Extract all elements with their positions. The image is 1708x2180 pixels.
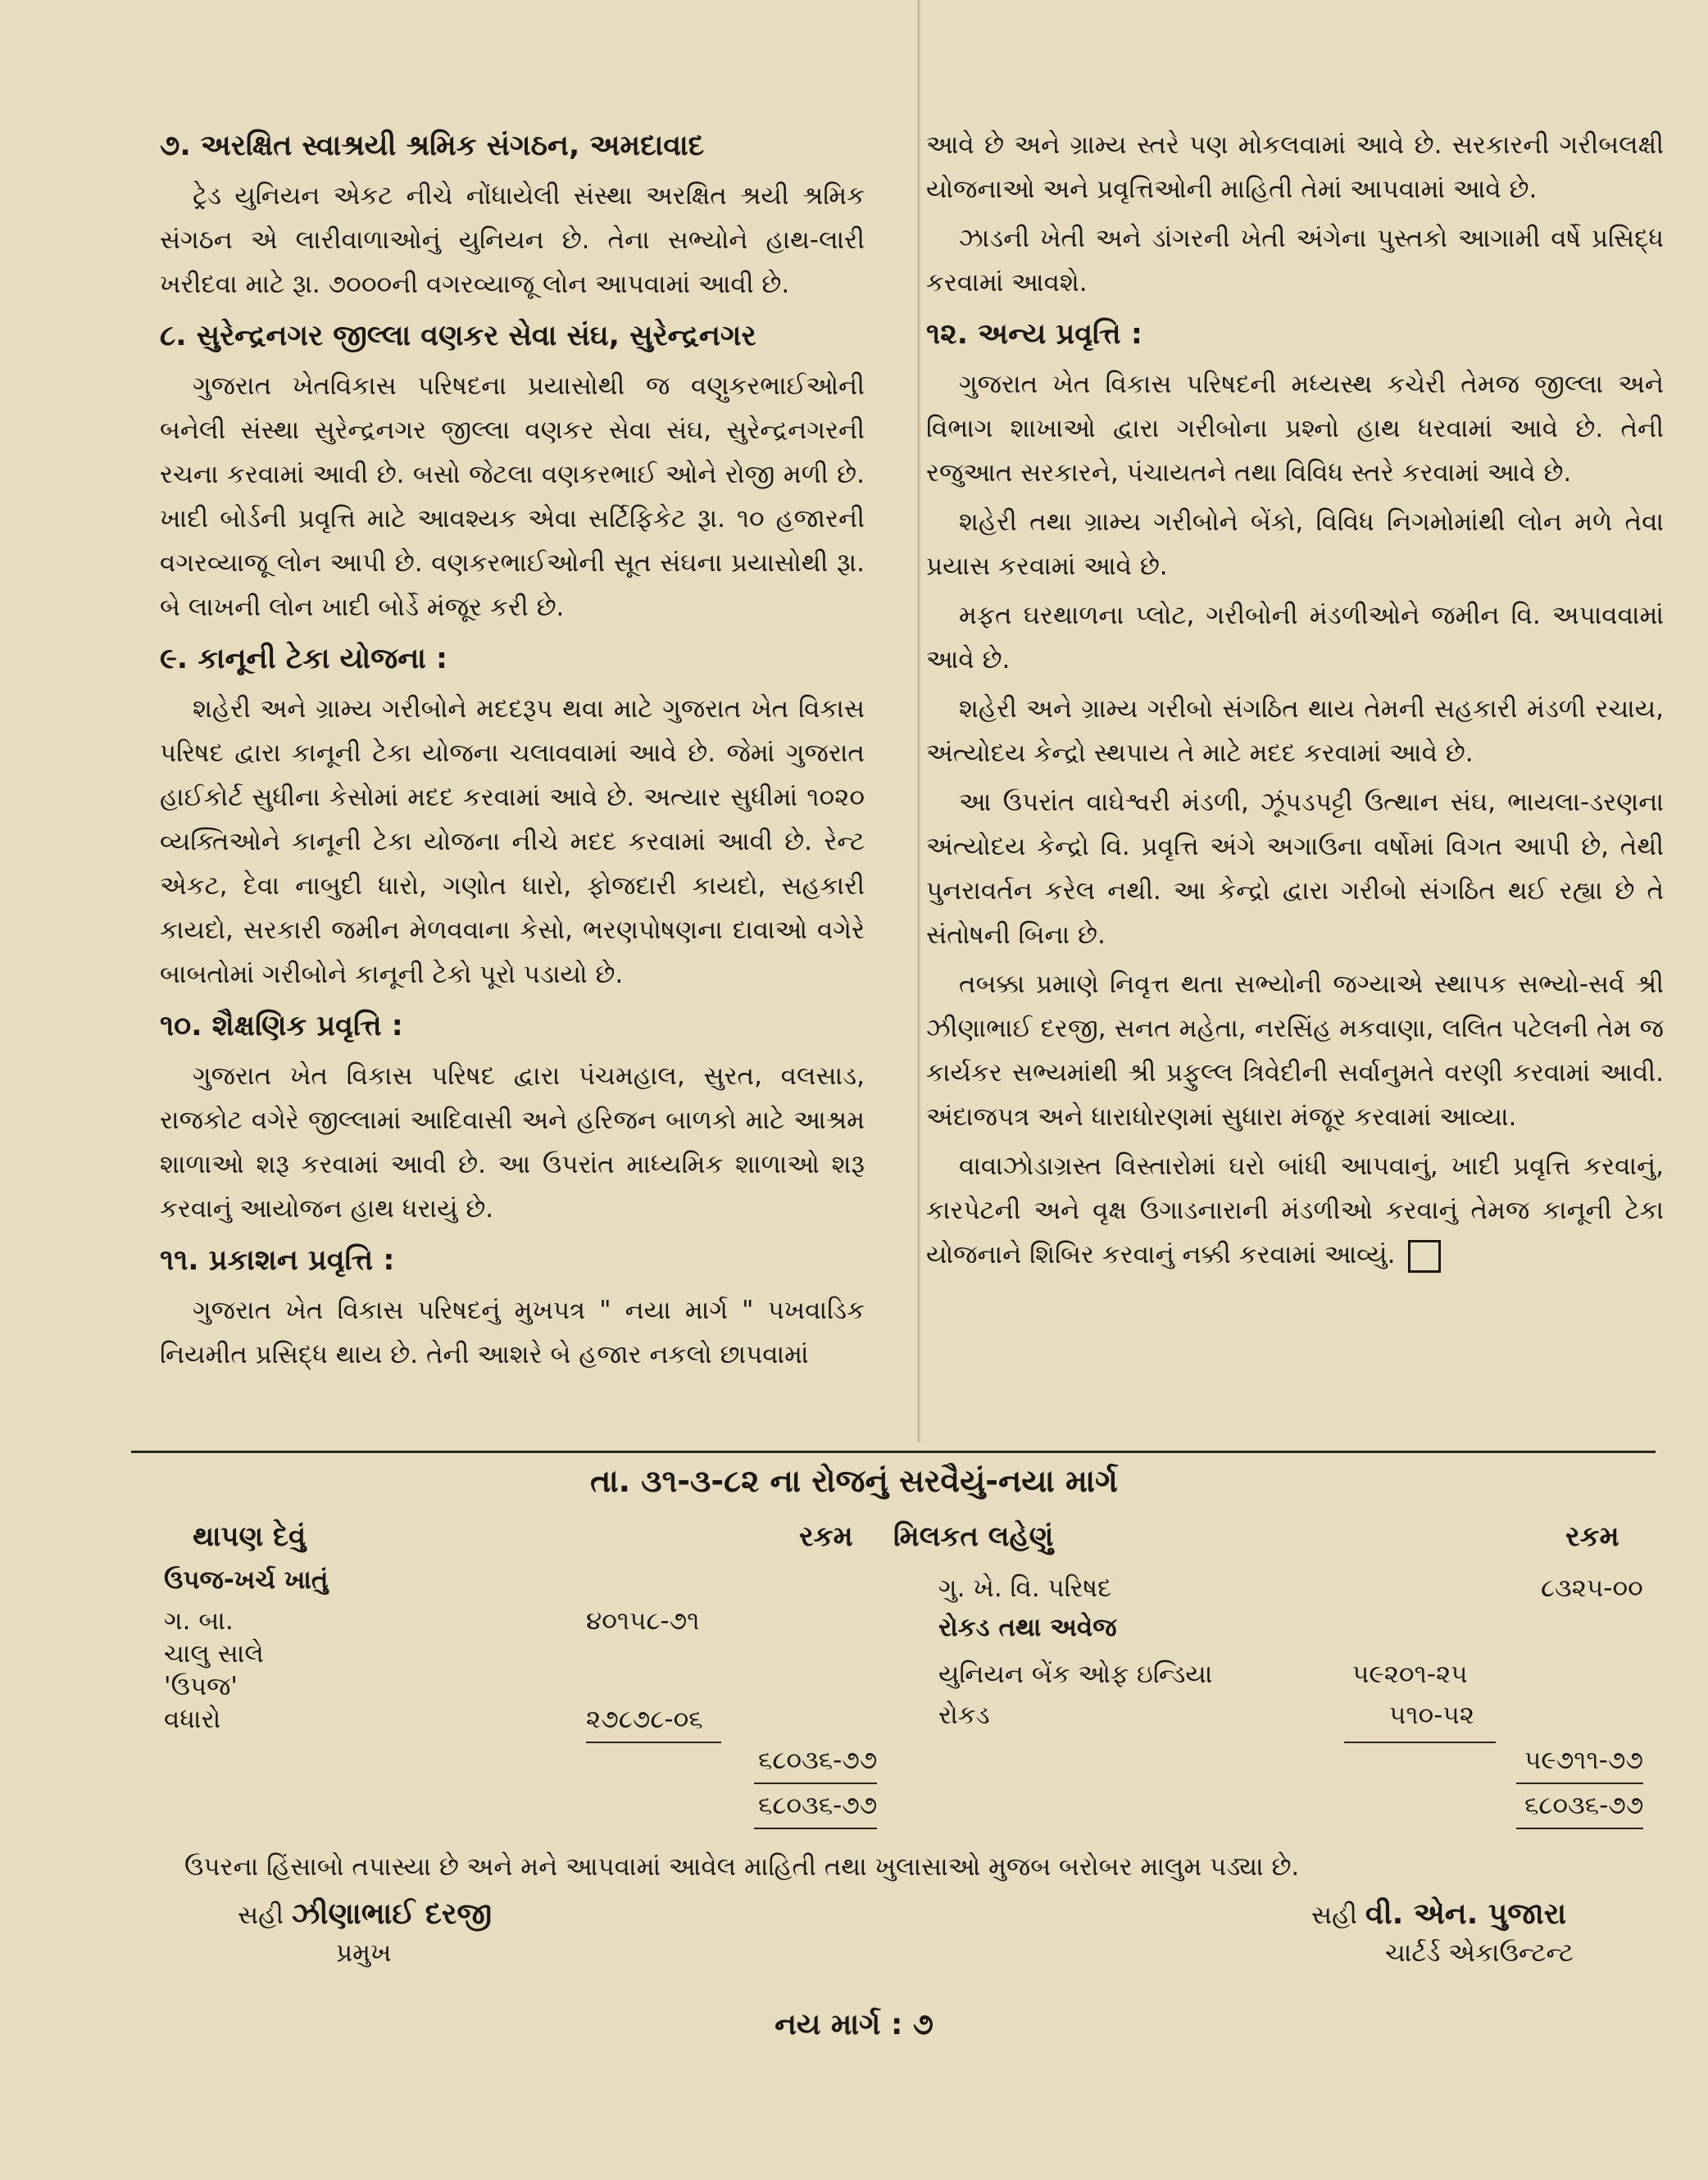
parishad-label: ગુ. ખે. વિ. પરિષદ (938, 1574, 1112, 1603)
section-11-continuation-2: ઝાડની ખેતી અને ડાંગરની ખેતી અંગેના પુસ્તકો આગામી વર્ષે પ્રસિદ્ધ કરવામાં આવશે. (926, 224, 1664, 297)
surplus-label: વધારો (164, 1705, 221, 1734)
cash-value: ૫૧૦-૫૨ (1389, 1701, 1474, 1730)
section-12-para-1: ગુજરાત ખેત વિકાસ પરિષદની મધ્યસ્થ કચેરી તેમજ જીલ્લા અને વિભાગ શાખાઓ દ્વારા ગરીબોના પ્રશ્નો હાથ ધરવામાં આવે છે. તેની રજુઆત સરકારને, પંચાયતને તથા વિવિધ સ્તરે કરવામાં આવે છે. (926, 370, 1664, 488)
section-8-text: ગુજરાત ખેતવિકાસ પરિષદના પ્રયાસોથી જ વણુકરભાઈઓની બનેલી સંસ્થા સુરેન્દ્રનગર જીલ્લા વણકર સેવા સંઘ, સુરેન્દ્રનગરની રચના કરવામાં આવી છે. બસો જેટલા વણકરભાઈ ઓને રોજી મળી છે. ખાદી બોર્ડની પ્રવૃત્તિ માટે આવશ્યક એવા સર્ટિફિકેટ રૂા. ૧૦ હજારની વગરવ્યાજૂ લોન આપી છે. વણકરભાઈઓની સૂત સંઘના પ્રયાસોથી રૂા. બે લાખની લોન ખાદી બોર્ડે મંજૂર કરી છે. (160, 371, 865, 622)
section-12-para-5: આ ઉપરાંત વાઘેશ્વરી મંડળી, ઝૂંપડપટ્ટી ઉત્થાન સંઘ, ભાયલા-ડરણના અંત્યોદય કેન્દ્રો વિ. પ્રવૃત્તિ અંગે અગાઉના વર્ષોમાં વિગત આપી છે, તેથી પુનરાવર્તન કરેલ નથી. આ કેન્દ્રો દ્વારા ગરીબો સંગઠિત થઈ રહ્યા છે તે સંતોષની બિના છે. (926, 788, 1664, 950)
left-column (160, 123, 865, 1382)
assets-grand-total: ૬૮૦૩૬-૭૭ (1524, 1791, 1644, 1820)
right-signature-name: વી. એન. પુજારા (1365, 1897, 1567, 1931)
cash-total: ૫૯૭૧૧-૭૭ (1524, 1746, 1643, 1775)
assets-total-underline (1516, 1828, 1643, 1829)
audit-note: ઉપરના હિંસાબો તપાસ્યા છે અને મને આપવામાં આવેલ માહિતી તથા ખુલાસાઓ મુજબ બરોબર માલુમ પડ્યા છે. (184, 1852, 1300, 1882)
cash-subtotal-line (1344, 1742, 1496, 1743)
current-year-label: ચાલુ સાલે (164, 1639, 264, 1669)
section-7-title: ૭. અરક્ષિત સ્વાશ્રયી શ્રમિક સંગઠન, અમદાવાદ (160, 129, 705, 162)
assets-total-line (1516, 1783, 1643, 1784)
left-signature (238, 1897, 492, 1932)
section-12-para-4: શહેરી અને ગ્રામ્ય ગરીબો સંગઠિત થાય તેમની સહકારી મંડળી રચાય, અંત્યોદય કેન્દ્રો સ્થપાય તે માટે મદદ કરવામાં આવે છે. (926, 694, 1664, 768)
section-11-text: ગુજરાત ખેત વિકાસ પરિષદનું મુખપત્ર " નયા માર્ગ " પખવાડિક નિયમીત પ્રસિદ્ધ થાય છે. તેની આશરે બે હજાર નકલો છાપવામાં (160, 1296, 865, 1369)
balance-sheet-title: તા. ૩૧-૩-૮૨ ના રોજનું સરવૈયું-નયા માર્ગ (590, 1463, 1118, 1499)
end-box-icon (1408, 1240, 1441, 1273)
total-underline (754, 1828, 877, 1829)
liabilities-header: થાપણ દેવું (193, 1520, 307, 1553)
total-line (754, 1783, 877, 1784)
section-12-para-6: તબક્કા પ્રમાણે નિવૃત્ત થતા સભ્યોની જગ્યાએ સ્થાપક સભ્યો-સર્વ શ્રી ઝીણાભાઈ દરજી, સનત મહેતા, નરસિંહ મકવાણા, લલિત પટેલની તેમ જ કાર્યકર સભ્યમાંથી શ્રી પ્રફુલ્લ ત્રિવેદીની સર્વાનુમતે વરણી કરવામાં આવી. અંદાજપત્ર અને ધારાધોરણમાં સુધારા મંજૂર કરવામાં આવ્યા. (926, 970, 1664, 1132)
union-bank-value: ૫૯૨૦૧-૨૫ (1352, 1660, 1468, 1689)
left-signature-name: ઝીણાભાઈ દરજી (291, 1897, 493, 1931)
right-signature (1311, 1897, 1566, 1932)
surplus-value: ૨૭૮૭૮-૦૬ (586, 1705, 703, 1734)
section-12-para-2: શહેરી તથા ગ્રામ્ય ગરીબોને બેંકો, વિવિધ નિગમોમાંથી લોન મળે તેવા પ્રયાસ કરવામાં આવે છે. (926, 507, 1664, 581)
opening-balance-value: ૪૦૧૫૮-૭૧ (586, 1606, 700, 1636)
cash-label: રોકડ (938, 1701, 990, 1730)
section-divider (131, 1451, 1656, 1453)
liabilities-subtotal: ૬૮૦૩૬-૭૭ (758, 1746, 878, 1775)
assets-header: મિલકત લહેણું (893, 1520, 1054, 1553)
section-12-para-7-text: વાવાઝોડાગ્રસ્ત વિસ્તારોમાં ઘરો બાંધી આપવાનું, ખાદી પ્રવૃત્તિ કરવાનું, કારપેટની અને વૃક્ષ ઉગાડનારાની મંડળીઓ કરવાનું તેમજ કાનૂની ટેકા યોજનાને શિબિર કરવાનું નક્કી કરવામાં આવ્યું. (926, 1151, 1664, 1269)
section-10-title: ૧૦. શૈક્ષણિક પ્રવૃત્તિ : (160, 1010, 403, 1042)
subtotal-line (586, 1742, 721, 1743)
page-footer: નય માર્ગ : ૭ (775, 2008, 933, 2041)
cash-heading: રોકડ તથા અવેજ (938, 1613, 1117, 1642)
income-label: 'ઉપજ' (164, 1672, 238, 1701)
liabilities-amount-header: રકમ (799, 1520, 853, 1553)
page-fold (916, 0, 921, 1442)
right-signature-prefix: સહી (1311, 1901, 1358, 1930)
left-signature-prefix: સહી (238, 1901, 284, 1930)
section-12-title: ૧૨. અન્ય પ્રવૃત્તિ : (926, 318, 1142, 351)
income-expense-account-heading: ઉપજ-ખર્ચ ખાતું (164, 1565, 329, 1595)
section-12-para-3: મફત ઘરથાળના પ્લોટ, ગરીબોની મંડળીઓને જમીન વિ. અપાવવામાં આવે છે. (926, 601, 1664, 674)
assets-amount-header: રકમ (1565, 1520, 1619, 1553)
union-bank-label: યુનિયન બેંક ઓફ ઇન્ડિયા (938, 1660, 1213, 1689)
right-column (926, 123, 1664, 1282)
parishad-value: ૮૩૨૫-૦૦ (1541, 1574, 1643, 1603)
liabilities-grand-total: ૬૮૦૩૬-૭૭ (758, 1791, 878, 1820)
section-12-para-7 (926, 1144, 1664, 1277)
right-signature-role: ચાર્ટર્ડ એકાઉન્ટન્ટ (1385, 1938, 1574, 1968)
section-7-text: ટ્રેડ યુનિયન એકટ નીચે નોંધાયેલી સંસ્થા અરક્ષિત શ્રયી શ્રમિક સંગઠન એ લારીવાળાઓનું યુનિયન છે. તેના સભ્યોને હાથ-લારી ખરીદવા માટે રૂા. ૭૦૦૦ની વગરવ્યાજૂ લોન આપવામાં આવી છે. (160, 181, 865, 299)
section-10-text: ગુજરાત ખેત વિકાસ પરિષદ દ્વારા પંચમહાલ, સુરત, વલસાડ, રાજકોટ વગેરે જીલ્લામાં આદિવાસી અને હરિજન બાળકો માટે આશ્રમ શાળાઓ શરૂ કરવામાં આવી છે. આ ઉપરાંત માધ્યમિક શાળાઓ શરૂ કરવાનું આયોજન હાથ ધરાયું છે. (160, 1061, 865, 1224)
section-8-title: ૮. સુરેન્દ્રનગર જીલ્લા વણકર સેવા સંઘ, સુરેન્દ્રનગર (160, 320, 756, 352)
section-9-text: શહેરી અને ગ્રામ્ય ગરીબોને મદદરૂપ થવા માટે ગુજરાત ખેત વિકાસ પરિષદ દ્વારા કાનૂની ટેકા યોજના ચલાવવામાં આવે છે. જેમાં ગુજરાત હાઈકોર્ટ સુધીના કેસોમાં મદદ કરવામાં આવે છે. અત્યાર સુધીમાં ૧૦૨૦ વ્યક્તિઓને કાનૂની ટેકા યોજના નીચે મદદ કરવામાં આવી છે. રેન્ટ એકટ, દેવા નાબુદી ધારો, ગણોત ધારો, ફોજદારી કાયદો, સહકારી કાયદો, સરકારી જમીન મેળવવાના કેસો, ભરણપોષણના દાવાઓ વગેરે બાબતોમાં ગરીબોને કાનૂની ટેકો પૂરો પડાયો છે. (160, 694, 865, 989)
section-11-title: ૧૧. પ્રકાશન પ્રવૃત્તિ : (160, 1244, 395, 1277)
left-signature-role: પ્રમુખ (336, 1938, 392, 1968)
section-9-title: ૯. કાનૂની ટેકા યોજના : (160, 643, 448, 675)
opening-balance-label: ગ. બા. (164, 1606, 234, 1636)
section-11-continuation: આવે છે અને ગ્રામ્ય સ્તરે પણ મોકલવામાં આવે છે. સરકારની ગરીબલક્ષી યોજનાઓ અને પ્રવૃત્તિઓની માહિતી તેમાં આપવામાં આવે છે. (926, 130, 1664, 204)
